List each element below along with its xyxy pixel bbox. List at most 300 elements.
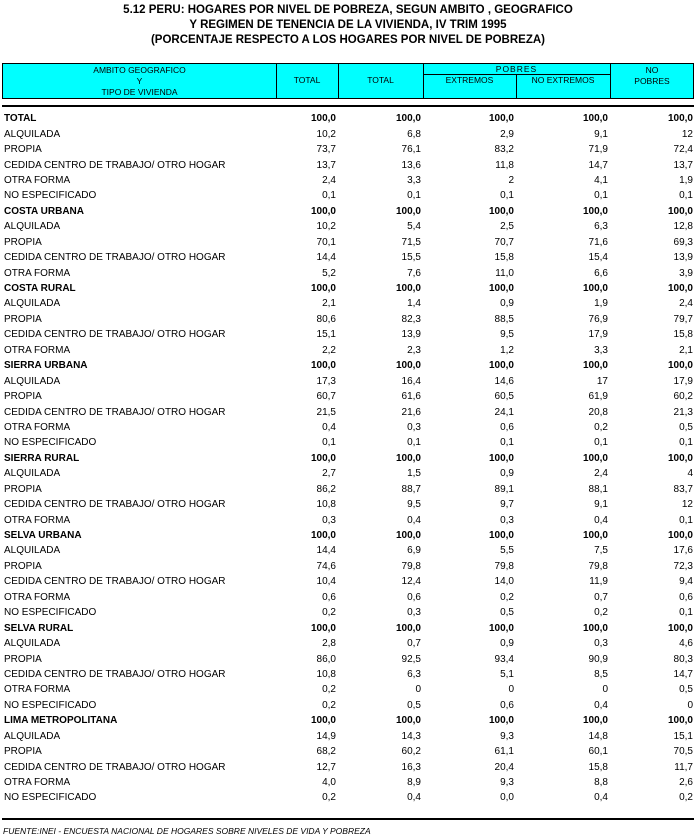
cell-value: 0,4	[594, 792, 608, 804]
cell-value: 80,6	[316, 313, 336, 325]
cell-value: 0,1	[407, 190, 421, 202]
cell-value: 0	[687, 699, 693, 711]
cell-value: 0,3	[594, 638, 608, 650]
cell-value: 100,0	[310, 715, 336, 727]
table-row	[2, 389, 694, 404]
cell-value: 88,5	[494, 313, 514, 325]
cell-value: 100,0	[488, 360, 514, 372]
cell-value: 17,6	[673, 545, 693, 557]
row-label: OTRA FORMA	[4, 344, 71, 356]
cell-value: 0,1	[594, 190, 608, 202]
cell-value: 0,6	[407, 591, 421, 603]
cell-value: 74,6	[316, 560, 336, 572]
cell-value: 68,2	[316, 746, 336, 758]
cell-value: 9,3	[500, 730, 514, 742]
cell-value: 2,4	[679, 298, 693, 310]
cell-value: 70,7	[494, 236, 514, 248]
cell-value: 100,0	[395, 452, 421, 464]
cell-value: 100,0	[667, 283, 693, 295]
cell-value: 2,8	[322, 638, 336, 650]
table-row	[2, 296, 694, 311]
table-header	[2, 63, 694, 99]
table-row	[2, 420, 694, 435]
row-label: OTRA FORMA	[4, 591, 71, 603]
cell-value: 100,0	[667, 360, 693, 372]
cell-value: 14,7	[673, 668, 693, 680]
cell-value: 0,0	[500, 792, 514, 804]
cell-value: 1,5	[407, 468, 421, 480]
cell-value: 14,7	[588, 159, 608, 171]
row-label: CEDIDA CENTRO DE TRABAJO/ OTRO HOGAR	[4, 761, 226, 773]
cell-value: 83,2	[494, 144, 514, 156]
cell-value: 60,2	[401, 746, 421, 758]
cell-value: 24,1	[494, 406, 514, 418]
table-row	[2, 497, 694, 512]
cell-value: 0,1	[679, 607, 693, 619]
cell-value: 0,2	[500, 591, 514, 603]
table-row	[2, 435, 694, 450]
cell-value: 12,8	[673, 221, 693, 233]
cell-value: 0,3	[407, 421, 421, 433]
cell-value: 100,0	[395, 530, 421, 542]
cell-value: 0,1	[500, 437, 514, 449]
cell-value: 9,7	[500, 499, 514, 511]
row-label: CEDIDA CENTRO DE TRABAJO/ OTRO HOGAR	[4, 406, 226, 418]
cell-value: 100,0	[582, 113, 608, 125]
row-label: OTRA FORMA	[4, 684, 71, 696]
row-label: ALQUILADA	[4, 730, 61, 742]
cell-value: 11,0	[495, 267, 514, 279]
cell-value: 0,1	[322, 190, 336, 202]
cell-value: 5,2	[322, 267, 336, 279]
cell-value: 13,9	[673, 252, 693, 264]
cell-value: 0,3	[500, 514, 514, 526]
cell-value: 0	[602, 684, 608, 696]
cell-value: 69,3	[673, 236, 693, 248]
row-label: CEDIDA CENTRO DE TRABAJO/ OTRO HOGAR	[4, 576, 226, 588]
table-row	[2, 466, 694, 481]
cell-value: 2,4	[322, 174, 336, 186]
cell-value: 0,2	[594, 421, 608, 433]
row-label: NO ESPECIFICADO	[4, 190, 97, 202]
row-label: TOTAL	[4, 113, 37, 125]
cell-value: 8,8	[594, 777, 608, 789]
cell-value: 7,5	[594, 545, 608, 557]
title-line-2: Y REGIMEN DE TENENCIA DE LA VIVIENDA, IV TRIM 1995	[189, 19, 507, 31]
cell-value: 14,9	[316, 730, 336, 742]
row-label: CEDIDA CENTRO DE TRABAJO/ OTRO HOGAR	[4, 159, 226, 171]
cell-value: 60,2	[673, 391, 693, 403]
cell-value: 17,3	[316, 375, 336, 387]
cell-value: 82,3	[401, 313, 421, 325]
cell-value: 100,0	[582, 622, 608, 634]
cell-value: 0,2	[322, 792, 336, 804]
cell-value: 100,0	[310, 113, 336, 125]
cell-value: 10,2	[316, 221, 336, 233]
cell-value: 14,3	[401, 730, 421, 742]
cell-value: 5,5	[500, 545, 514, 557]
cell-value: 0,9	[500, 638, 514, 650]
table-row	[2, 744, 694, 759]
cell-value: 5,1	[500, 668, 514, 680]
source-note: FUENTE:INEI - ENCUESTA NACIONAL DE HOGARES SOBRE NIVELES DE VIDA Y POBREZA	[3, 826, 371, 836]
cell-value: 100,0	[395, 283, 421, 295]
cell-value: 6,8	[407, 128, 421, 140]
cell-value: 60,5	[494, 391, 514, 403]
cell-value: 3,9	[679, 267, 693, 279]
table-row	[2, 343, 694, 358]
cell-value: 17,9	[588, 329, 608, 341]
cell-value: 0,6	[500, 699, 514, 711]
cell-value: 4,6	[679, 638, 693, 650]
cell-value: 21,3	[673, 406, 693, 418]
table-row	[2, 574, 694, 589]
cell-value: 72,3	[673, 560, 693, 572]
cell-value: 2,5	[500, 221, 514, 233]
cell-value: 1,4	[407, 298, 421, 310]
cell-value: 100,0	[488, 530, 514, 542]
cell-value: 100,0	[395, 715, 421, 727]
table-row	[2, 790, 694, 805]
row-label: COSTA RURAL	[4, 283, 76, 295]
cell-value: 3,3	[407, 174, 421, 186]
row-label: SIERRA URBANA	[4, 360, 88, 372]
cell-value: 12	[681, 128, 693, 140]
cell-value: 0,1	[679, 190, 693, 202]
cell-value: 89,1	[494, 483, 514, 495]
cell-value: 1,9	[679, 174, 693, 186]
cell-value: 0,2	[322, 684, 336, 696]
cell-value: 11,7	[674, 761, 693, 773]
cell-value: 86,0	[316, 653, 336, 665]
table-row	[2, 775, 694, 790]
row-label: NO ESPECIFICADO	[4, 792, 97, 804]
row-label: SIERRA RURAL	[4, 452, 80, 464]
cell-value: 0,2	[322, 699, 336, 711]
cell-value: 0,4	[594, 699, 608, 711]
title-line-1: 5.12 PERU: HOGARES POR NIVEL DE POBREZA, SEGUN AMBITO , GEOGRAFICO	[123, 4, 573, 16]
cell-value: 6,3	[407, 668, 421, 680]
cell-value: 0,3	[322, 514, 336, 526]
cell-value: 9,5	[500, 329, 514, 341]
cell-value: 76,9	[588, 313, 608, 325]
cell-value: 100,0	[395, 622, 421, 634]
cell-value: 3,3	[594, 344, 608, 356]
cell-value: 100,0	[582, 283, 608, 295]
cell-value: 100,0	[667, 113, 693, 125]
cell-value: 0,3	[407, 607, 421, 619]
cell-value: 16,3	[401, 761, 421, 773]
cell-value: 100,0	[582, 360, 608, 372]
cell-value: 100,0	[667, 205, 693, 217]
cell-value: 2,1	[679, 344, 693, 356]
cell-value: 100,0	[395, 113, 421, 125]
table-row	[2, 482, 694, 497]
cell-value: 0,5	[407, 699, 421, 711]
row-label: PROPIA	[4, 560, 42, 572]
cell-value: 0,1	[679, 437, 693, 449]
cell-value: 0,9	[500, 298, 514, 310]
cell-value: 100,0	[310, 205, 336, 217]
cell-value: 100,0	[488, 283, 514, 295]
table-row	[2, 404, 694, 419]
cell-value: 100,0	[310, 360, 336, 372]
cell-value: 15,1	[673, 730, 693, 742]
group-row	[2, 204, 694, 219]
cell-value: 2,6	[679, 777, 693, 789]
table-row	[2, 590, 694, 605]
row-label: OTRA FORMA	[4, 421, 71, 433]
row-label: ALQUILADA	[4, 638, 61, 650]
cell-value: 88,1	[588, 483, 608, 495]
table-row	[2, 759, 694, 774]
row-label: PROPIA	[4, 144, 42, 156]
cell-value: 100,0	[582, 530, 608, 542]
row-label: ALQUILADA	[4, 375, 61, 387]
cell-value: 8,9	[407, 777, 421, 789]
cell-value: 2	[508, 174, 514, 186]
cell-value: 0,2	[594, 607, 608, 619]
cell-value: 100,0	[667, 452, 693, 464]
cell-value: 0,1	[594, 437, 608, 449]
table-row	[2, 543, 694, 558]
cell-value: 0,4	[322, 421, 336, 433]
cell-value: 1,9	[594, 298, 608, 310]
cell-value: 100,0	[582, 452, 608, 464]
cell-value: 0,6	[322, 591, 336, 603]
header-rule	[2, 105, 694, 107]
group-row	[2, 358, 694, 373]
cell-value: 100,0	[582, 715, 608, 727]
cell-value: 2,3	[407, 344, 421, 356]
cell-value: 4	[687, 468, 693, 480]
cell-value: 83,7	[673, 483, 693, 495]
cell-value: 2,2	[322, 344, 336, 356]
cell-value: 79,8	[494, 560, 514, 572]
group-row	[2, 620, 694, 635]
row-label: PROPIA	[4, 313, 42, 325]
table-row	[2, 667, 694, 682]
cell-value: 9,1	[594, 128, 608, 140]
row-label: CEDIDA CENTRO DE TRABAJO/ OTRO HOGAR	[4, 329, 226, 341]
cell-value: 13,7	[673, 159, 693, 171]
row-label: LIMA METROPOLITANA	[4, 715, 118, 727]
cell-value: 79,7	[673, 313, 693, 325]
data-table	[2, 111, 694, 806]
cell-value: 9,1	[594, 499, 608, 511]
row-label: SELVA RURAL	[4, 622, 74, 634]
group-row	[2, 451, 694, 466]
cell-value: 6,3	[594, 221, 608, 233]
cell-value: 72,4	[673, 144, 693, 156]
cell-value: 0,5	[679, 421, 693, 433]
table-row	[2, 312, 694, 327]
table-row	[2, 265, 694, 280]
cell-value: 100,0	[488, 715, 514, 727]
table-row	[2, 173, 694, 188]
cell-value: 13,6	[401, 159, 421, 171]
cell-value: 70,1	[316, 236, 336, 248]
cell-value: 0,1	[500, 190, 514, 202]
row-label: NO ESPECIFICADO	[4, 437, 97, 449]
table-row	[2, 559, 694, 574]
row-label: ALQUILADA	[4, 298, 61, 310]
row-label: NO ESPECIFICADO	[4, 607, 97, 619]
cell-value: 100,0	[310, 283, 336, 295]
cell-value: 20,8	[588, 406, 608, 418]
cell-value: 79,8	[588, 560, 608, 572]
cell-value: 17	[596, 375, 608, 387]
cell-value: 100,0	[395, 360, 421, 372]
cell-value: 80,3	[673, 653, 693, 665]
cell-value: 61,1	[494, 746, 514, 758]
row-label: COSTA URBANA	[4, 205, 84, 217]
cell-value: 0,9	[500, 468, 514, 480]
table-row	[2, 327, 694, 342]
cell-value: 10,4	[316, 576, 336, 588]
row-label: CEDIDA CENTRO DE TRABAJO/ OTRO HOGAR	[4, 499, 226, 511]
cell-value: 9,3	[500, 777, 514, 789]
cell-value: 14,6	[494, 375, 514, 387]
cell-value: 10,8	[316, 668, 336, 680]
row-label: CEDIDA CENTRO DE TRABAJO/ OTRO HOGAR	[4, 252, 226, 264]
cell-value: 60,7	[316, 391, 336, 403]
cell-value: 15,5	[401, 252, 421, 264]
table-row	[2, 235, 694, 250]
cell-value: 100,0	[488, 452, 514, 464]
cell-value: 12	[681, 499, 693, 511]
cell-value: 0,2	[322, 607, 336, 619]
cell-value: 7,6	[407, 267, 421, 279]
cell-value: 100,0	[667, 715, 693, 727]
row-label: NO ESPECIFICADO	[4, 699, 97, 711]
cell-value: 0,7	[407, 638, 421, 650]
header-extremos: EXTREMOS	[445, 75, 494, 85]
cell-value: 0,1	[322, 437, 336, 449]
table-row	[2, 729, 694, 744]
cell-value: 100,0	[310, 530, 336, 542]
table-row	[2, 636, 694, 651]
cell-value: 100,0	[667, 530, 693, 542]
table-row	[2, 373, 694, 388]
cell-value: 0,4	[407, 514, 421, 526]
cell-value: 11,8	[495, 159, 514, 171]
cell-value: 90,9	[588, 653, 608, 665]
row-label: ALQUILADA	[4, 545, 61, 557]
header-total-2: TOTAL	[367, 75, 394, 85]
cell-value: 0,1	[407, 437, 421, 449]
cell-value: 100,0	[395, 205, 421, 217]
cell-value: 71,9	[588, 144, 608, 156]
cell-value: 100,0	[310, 622, 336, 634]
cell-value: 100,0	[488, 205, 514, 217]
table-row	[2, 698, 694, 713]
cell-value: 0,4	[407, 792, 421, 804]
footer-rule	[2, 818, 694, 820]
cell-value: 61,6	[401, 391, 421, 403]
row-label: ALQUILADA	[4, 221, 61, 233]
table-row	[2, 157, 694, 172]
cell-value: 2,9	[500, 128, 514, 140]
row-label: CEDIDA CENTRO DE TRABAJO/ OTRO HOGAR	[4, 668, 226, 680]
table-row	[2, 651, 694, 666]
cell-value: 12,7	[316, 761, 336, 773]
row-label: PROPIA	[4, 746, 42, 758]
cell-value: 4,1	[594, 174, 608, 186]
row-label: PROPIA	[4, 236, 42, 248]
cell-value: 14,8	[588, 730, 608, 742]
cell-value: 0,4	[594, 514, 608, 526]
group-row	[2, 713, 694, 728]
row-label: ALQUILADA	[4, 128, 61, 140]
cell-value: 0,1	[679, 514, 693, 526]
cell-value: 2,4	[594, 468, 608, 480]
cell-value: 10,2	[316, 128, 336, 140]
header-no-pobres: NO POBRES	[634, 65, 670, 86]
cell-value: 73,7	[316, 144, 336, 156]
row-label: SELVA URBANA	[4, 530, 82, 542]
group-row	[2, 528, 694, 543]
cell-value: 2,7	[322, 468, 336, 480]
cell-value: 13,7	[316, 159, 336, 171]
cell-value: 100,0	[310, 452, 336, 464]
cell-value: 10,8	[316, 499, 336, 511]
cell-value: 0	[415, 684, 421, 696]
cell-value: 21,6	[401, 406, 421, 418]
cell-value: 100,0	[488, 622, 514, 634]
cell-value: 14,4	[316, 545, 336, 557]
cell-value: 93,4	[494, 653, 514, 665]
header-ambito: AMBITO GEOGRAFICO Y TIPO DE VIVIENDA	[93, 65, 186, 97]
row-label: PROPIA	[4, 653, 42, 665]
cell-value: 15,8	[588, 761, 608, 773]
cell-value: 14,0	[494, 576, 514, 588]
cell-value: 1,2	[500, 344, 514, 356]
cell-value: 16,4	[401, 375, 421, 387]
cell-value: 15,4	[588, 252, 608, 264]
row-label: PROPIA	[4, 391, 42, 403]
table-row	[2, 605, 694, 620]
cell-value: 15,1	[316, 329, 336, 341]
cell-value: 0,5	[500, 607, 514, 619]
cell-value: 9,4	[679, 576, 693, 588]
cell-value: 8,5	[594, 668, 608, 680]
table-row	[2, 188, 694, 203]
cell-value: 100,0	[488, 113, 514, 125]
cell-value: 20,4	[494, 761, 514, 773]
cell-value: 0,6	[500, 421, 514, 433]
title-line-3: (PORCENTAJE RESPECTO A LOS HOGARES POR NIVEL DE POBREZA)	[150, 34, 546, 46]
table-title	[0, 3, 696, 48]
cell-value: 17,9	[673, 375, 693, 387]
cell-value: 12,4	[401, 576, 421, 588]
cell-value: 0,5	[679, 684, 693, 696]
cell-value: 79,8	[401, 560, 421, 572]
row-label: PROPIA	[4, 483, 42, 495]
cell-value: 4,0	[322, 777, 336, 789]
header-total-1: TOTAL	[293, 75, 321, 85]
table-row	[2, 126, 694, 141]
cell-value: 0	[508, 684, 514, 696]
cell-value: 2,1	[322, 298, 336, 310]
cell-value: 61,9	[588, 391, 608, 403]
cell-value: 6,6	[594, 267, 608, 279]
cell-value: 21,5	[316, 406, 336, 418]
cell-value: 6,9	[407, 545, 421, 557]
table-row	[2, 682, 694, 697]
cell-value: 0,6	[679, 591, 693, 603]
cell-value: 88,7	[401, 483, 421, 495]
